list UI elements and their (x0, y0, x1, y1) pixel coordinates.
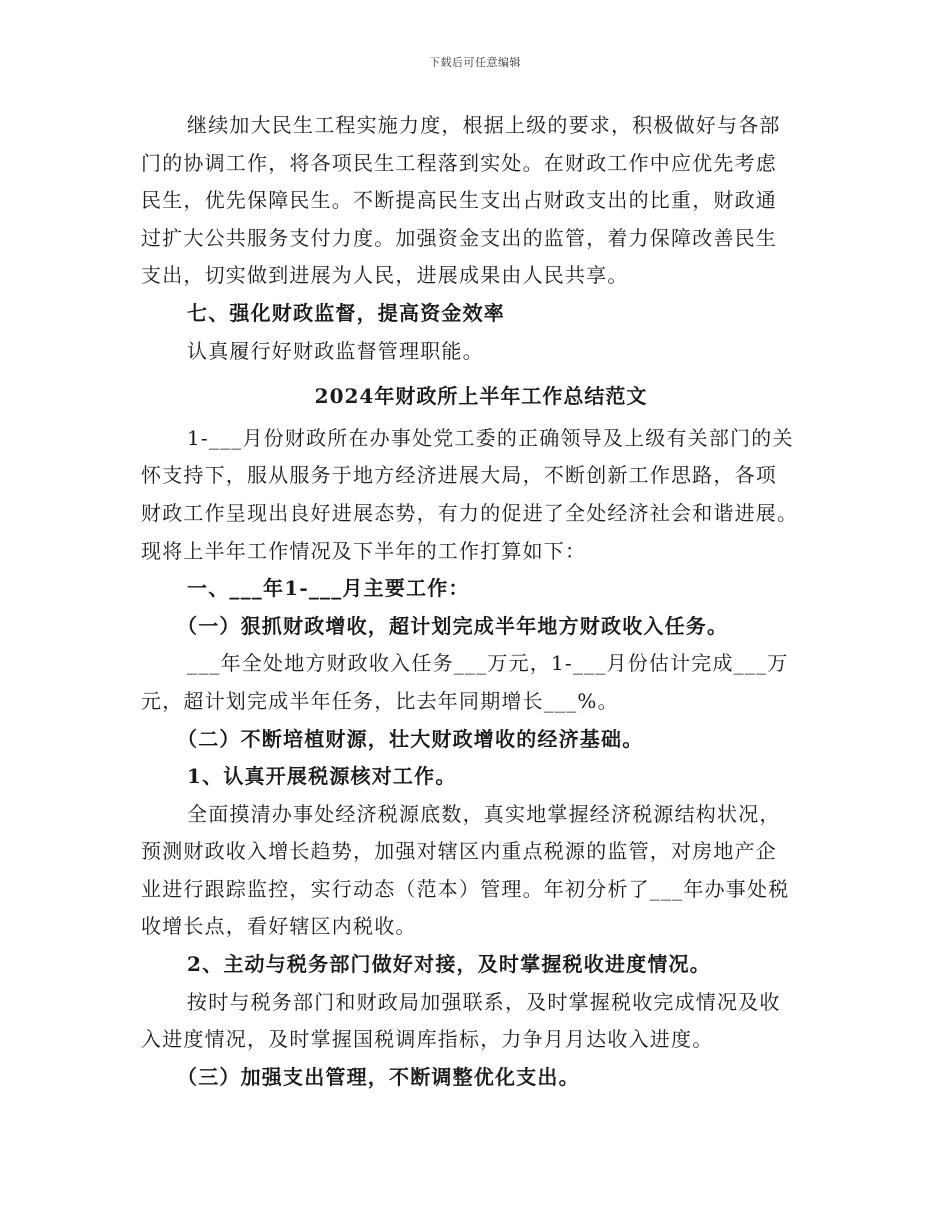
heading-text: （二）不断培植财源，壮大财政增收的经济基础。 (177, 726, 644, 751)
text-line: 收增长点，看好辖区内税收。 (141, 914, 417, 939)
paragraph-tax-source (141, 796, 811, 946)
paragraph-livelihood (141, 107, 811, 295)
page-header-note: 下载后可任意编辑 (429, 56, 521, 69)
paragraph-supervision (141, 333, 811, 371)
heading-text: 2、主动与税务部门做好对接，及时掌握税收进度情况。 (187, 952, 711, 977)
heading-text: （一）狠抓财政增收，超计划完成半年地方财政收入任务。 (177, 613, 729, 638)
document-body (141, 107, 811, 1096)
text-line: 支出，切实做到进展为人民，进展成果由人民共享。 (141, 263, 629, 288)
document-title: 2024年财政所上半年工作总结范文 (314, 384, 648, 409)
paragraph-intro (141, 420, 811, 570)
heading-text: 七、强化财政监督，提高资金效率 (187, 300, 505, 325)
item-heading-2 (141, 946, 811, 984)
heading-text: 1、认真开展税源核对工作。 (187, 764, 457, 789)
text-line: 全面摸清办事处经济税源底数，真实地掌握经济税源结构状况， (187, 801, 781, 826)
paragraph-tax-liaison (141, 984, 811, 1059)
subsection-heading-1-3 (141, 1059, 811, 1097)
text-line: 财政工作呈现出良好进展态势，有力的促进了全处经济社会和谐进展。 (141, 500, 799, 525)
text-line: 元，超计划完成半年任务，比去年同期增长___%。 (141, 688, 619, 713)
text-line: 民生，优先保障民生。不断提高民生支出占财政支出的比重，财政通 (141, 188, 777, 213)
subsection-heading-1-1 (141, 608, 811, 646)
section-heading-1 (141, 570, 811, 608)
item-heading-1 (141, 758, 811, 796)
section-heading-7 (141, 295, 811, 333)
text-line: 继续加大民生工程实施力度，根据上级的要求，积极做好与各部 (187, 113, 781, 137)
text-line: ___年全处地方财政收入任务___万元，1-___月份估计完成___万 (187, 651, 789, 676)
heading-text: 一、___年1-___月主要工作： (187, 576, 470, 601)
text-line: 业进行跟踪监控，实行动态（范本）管理。年初分析了___年办事处税 (141, 876, 790, 901)
text-line: 1-___月份财政所在办事处党工委的正确领导及上级有关部门的关 (187, 425, 794, 450)
text-line: 认真履行好财政监督管理职能。 (187, 338, 484, 363)
text-line: 门的协调工作，将各项民生工程落到实处。在财政工作中应优先考虑 (141, 150, 777, 175)
paragraph-revenue (141, 645, 811, 720)
text-line: 怀支持下，服从服务于地方经济进展大局，不断创新工作思路，各项 (141, 463, 777, 488)
text-line: 预测财政收入增长趋势，加强对辖区内重点税源的监管，对房地产企 (141, 839, 777, 864)
text-line: 入进度情况，及时掌握国税调库指标，力争月月达收入进度。 (141, 1027, 714, 1052)
heading-text: （三）加强支出管理，不断调整优化支出。 (177, 1064, 580, 1089)
text-line: 过扩大公共服务支付力度。加强资金支出的监管，着力保障改善民生 (141, 225, 777, 250)
text-line: 现将上半年工作情况及下半年的工作打算如下： (141, 538, 587, 563)
subsection-heading-1-2 (141, 721, 811, 759)
text-line: 按时与税务部门和财政局加强联系，及时掌握税收完成情况及收 (187, 989, 781, 1014)
